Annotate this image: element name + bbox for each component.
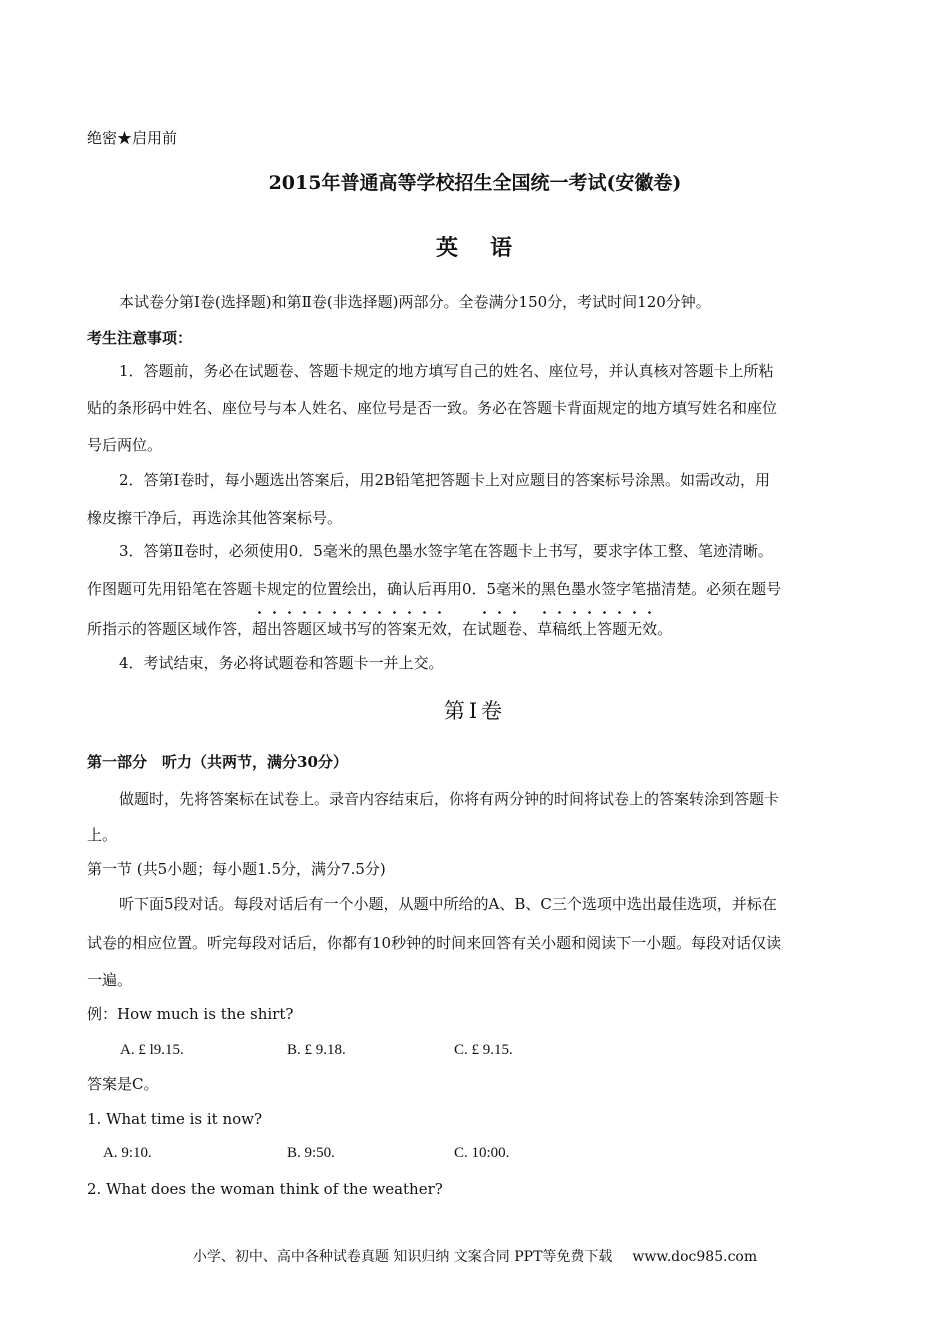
note-4: 4．考试结束，务必将试题卷和答题卡一并上交。 (119, 654, 444, 672)
note-3-plain-g: 。 (657, 620, 673, 638)
subject-char-1: 英 (435, 235, 460, 261)
subject-title (0, 235, 950, 261)
note-3-line-3 (87, 619, 672, 639)
intro-text: 本试卷分第Ⅰ卷(选择题)和第Ⅱ卷(非选择题)两部分。全卷满分150分，考试时间120分钟。 (119, 293, 711, 311)
question-1-option-a: A. 9:10. (103, 1145, 152, 1161)
section-1-heading: 第一部分 听力（共两节，满分30分） (87, 753, 348, 771)
note-3-line-1: 3．答第Ⅱ卷时，必须使用0．5毫米的黑色墨水签字笔在答题卡上书写，要求字体工整、笔迹清晰。 (119, 542, 773, 560)
example-option-a: A. £ l9.15. (120, 1042, 184, 1058)
exam-title: 2015年普通高等学校招生全国统一考试(安徽卷) (268, 172, 682, 194)
note-3-plain-e: 、 (522, 620, 538, 638)
note-3-plain-a: 所指示的答题区域作答， (87, 620, 253, 638)
part-title: 第Ⅰ卷 (443, 699, 507, 723)
question-1-option-b: B. 9:50. (287, 1145, 335, 1161)
notes-heading: 考生注意事项： (87, 329, 193, 347)
emphasis-test-paper: 试题卷 (477, 620, 523, 638)
note-3-plain-c: ，在 (447, 620, 478, 638)
emphasis-invalid-outside: 超出答题区域书写的答案无效 (252, 620, 448, 638)
note-1-line-3: 号后两位。 (87, 436, 163, 454)
example-question: 例：How much is the shirt? (87, 1005, 294, 1023)
note-1-line-1: 1．答题前，务必在试题卷、答题卡规定的地方填写自己的姓名、座位号，并认真核对答题卡上所粘 (119, 362, 774, 380)
subsection-desc-line-3: 一遍。 (87, 971, 133, 989)
example-option-c: C. £ 9.15. (454, 1042, 513, 1058)
secret-label: 绝密★启用前 (87, 129, 178, 147)
question-1-option-c: C. 10:00. (454, 1145, 510, 1161)
subject-char-2: 语 (490, 235, 515, 261)
note-2-line-1: 2．答第Ⅰ卷时，每小题选出答案后，用2B铅笔把答题卡上对应题目的答案标号涂黑。如需改动，用 (119, 471, 771, 489)
footer-text: 小学、初中、高中各种试卷真题 知识归纳 文案合同 PPT等免费下载 (192, 1249, 613, 1265)
example-answer: 答案是C。 (87, 1075, 159, 1093)
question-2: 2. What does the woman think of the weather? (87, 1180, 443, 1198)
question-1: 1. What time is it now? (87, 1110, 263, 1128)
footer-site-link[interactable]: www.doc985.com (632, 1249, 758, 1265)
note-2-line-2: 橡皮擦干净后，再选涂其他答案标号。 (87, 509, 343, 527)
subsection-desc-line-2: 试卷的相应位置。听完每段对话后，你都有10秒钟的时间来回答有关小题和阅读下一小题。每段对话仅读 (87, 934, 782, 952)
note-1-line-2: 贴的条形码中姓名、座位号与本人姓名、座位号是否一致。务必在答题卡背面规定的地方填写姓名和座位 (87, 399, 778, 417)
page-footer (0, 1246, 950, 1266)
emphasis-draft-invalid: 草稿纸上答题无效 (537, 620, 658, 638)
subsection-heading: 第一节 (共5小题；每小题1.5分，满分7.5分) (87, 860, 386, 878)
note-3-line-2: 作图题可先用铅笔在答题卡规定的位置绘出，确认后再用0．5毫米的黑色墨水签字笔描清楚。必须在题号 (87, 580, 782, 598)
subsection-desc-line-1: 听下面5段对话。每段对话后有一个小题，从题中所给的A、B、C三个选项中选出最佳选项，并标在 (119, 895, 777, 913)
section-1-desc-line-1: 做题时，先将答案标在试卷上。录音内容结束后，你将有两分钟的时间将试卷上的答案转涂到答题卡 (119, 790, 780, 808)
section-1-desc-line-2: 上。 (87, 826, 118, 844)
example-option-b: B. £ 9.18. (287, 1042, 346, 1058)
